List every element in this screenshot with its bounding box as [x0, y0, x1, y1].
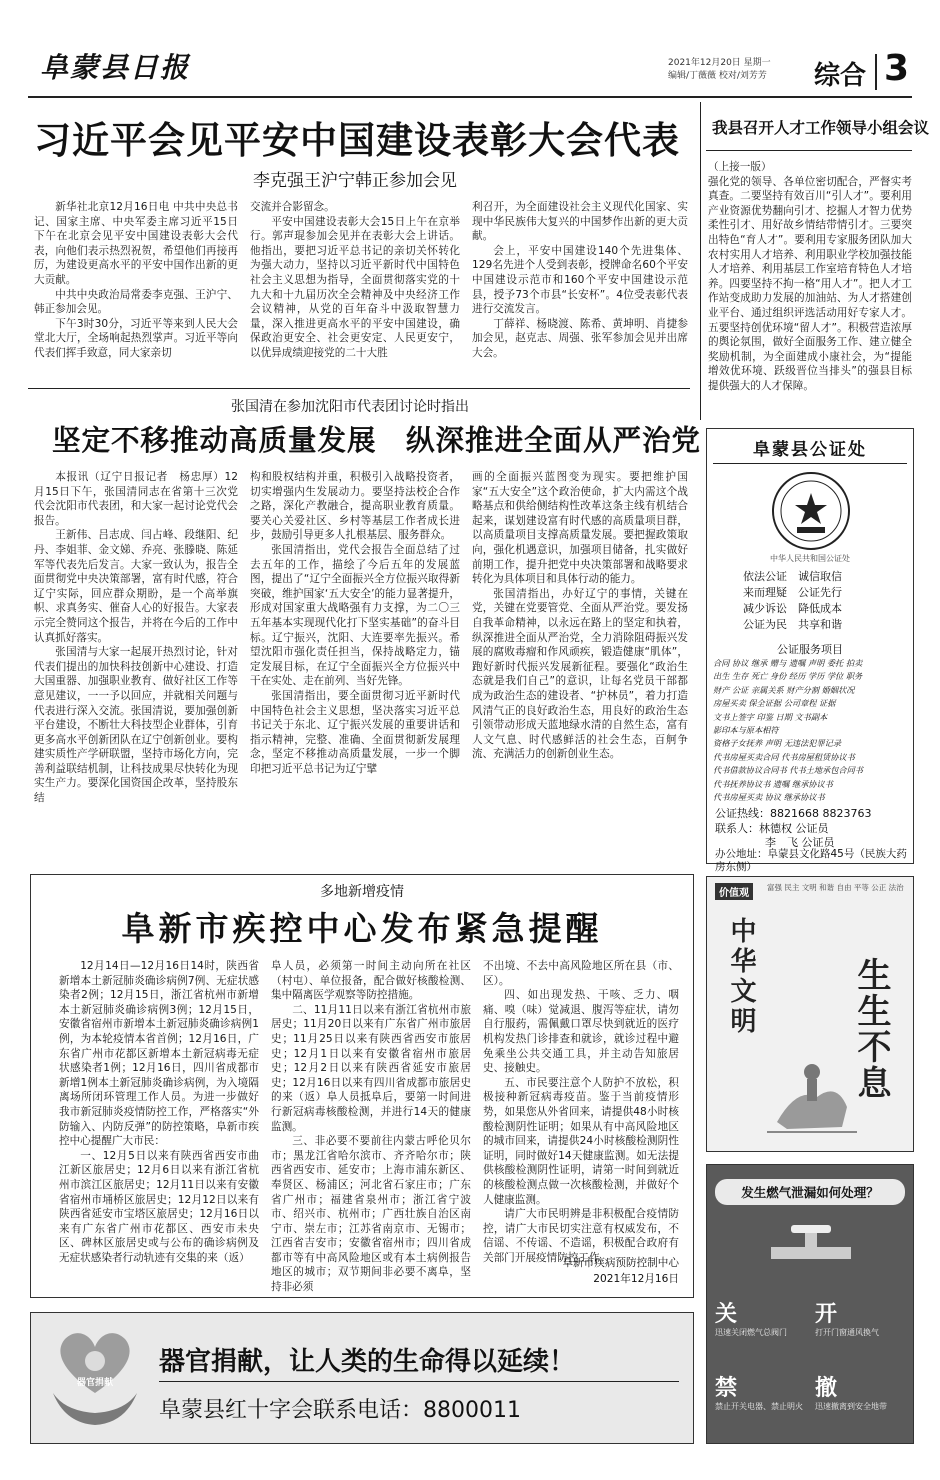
gas-step-char: 禁 [715, 1375, 738, 1401]
paragraph: （上接一版） [708, 161, 772, 173]
organ-phone: 阜蒙县红十字会联系电话：8800011 [159, 1398, 521, 1423]
masthead-editor: 编辑/丁薇薇 校对/刘芳芳 [668, 71, 767, 81]
story2-column-2 [250, 470, 460, 864]
service-line: 财产 公证 亲属关系 财产分割 婚姻状况 [713, 684, 855, 695]
paragraph: 一、12月5日以来有陕西省西安市曲江新区旅居史；12月6日以来有浙江省杭州市滨江区旅居史；12月11日以来有安徽省宿州市埇桥区旅居史；12月12日以来有陕西省延安市宝塔区旅居史；12月16日以来有广东省广州市花都区、西安市未央区、碑林区旅居史或与公布的确诊病例及无症状感染者行动轨迹有交集的来（返） [59, 1149, 259, 1264]
paragraph: 二、11月11日以来有浙江省杭州市旅居史；11月20日以来有广东省广州市旅居史；11月25日以来有陕西省西安市旅居史；12月1日以来有安徽省宿州市旅居史；12月2日以来有陕西省延安市旅居史；12月16日以来有四川省成都市旅居史的来（返）阜人员抵阜后，要第一时间进行新冠病毒核酸检测，并进行14天的健康监测。 [271, 1003, 471, 1133]
notary-motto [743, 569, 883, 633]
paragraph: 12月14日—12月16日14时，陕西省新增本土新冠肺炎确诊病例7例、无症状感染者2例；12月15日，浙江省杭州市新增本土新冠肺炎确诊病例3例；12月15日，安徽省宿州市新增本土新冠肺炎确诊病例1例，为本轮疫情本省首例；12月16日，广东省广州市花都区新增本土新冠病毒无症状感染者1例；12月16日，四川省成都市新增1例本土新冠肺炎确诊病例，为入境隔离场所闭环管理工作人员。为进一步做好我市新冠肺炎疫情防控工作，严格落实“外防输入、内防反弹”的防控策略，阜新市疾控中心提醒广大市民： [59, 960, 259, 1148]
organ-headline: 器官捐献，让人类的生命得以延续！ [159, 1347, 576, 1377]
paragraph: 构和股权结构并重，积极引入战略投资者，切实增强内生发展动力。要坚持法校企合作之路，深化产教融合，提高职业教育质量。要关心关爱社区、乡村等基层工作者成长进步，鼓励引导更多人扎根基层、服务群众。 [250, 471, 460, 542]
masthead-rule [28, 96, 912, 98]
paragraph: 王新伟、吕志成、闫占峰、段继阳、纪丹、李姐菲、金文娣、乔亮、张滕晓、陈延军等代表先后发言。大家一致认为，报告全面贯彻党中央决策部署，富有时代感，符合辽宁实际，回应群众期盼，是一个高举旗帜、求真务实、催奋人心的好报告。大家表示完全赞同这个报告，并将在今后的工作中认真抓好落实。 [34, 529, 238, 644]
paragraph: 画的全面振兴蓝图变为现实。要把维护国家“五大安全”这个政治使命，扩大内需这个战略基点和供给侧结构性改革这条主线有机结合起来，谋划建设富有时代感的高质量项目群，以高质量项目支撑高质量发展。要把握政策取向，强化机遇意识，加强项目储备，扎实做好前期工作，提升把党中央决策部署和战略要求转化为具体项目和具体行动的能力。 [472, 471, 688, 586]
service-line: 出生 生存 死亡 身份 经历 学历 学位 职务 [713, 671, 863, 682]
motto-line: 减少诉讼 降低成本 [743, 602, 842, 615]
paragraph: 中共中央政治局常委李克强、王沪宁、韩正参加会见。 [34, 288, 238, 316]
gas-step-desc: 迅速关闭燃气总阀门 [715, 1328, 787, 1337]
gas-leak-ad [706, 1164, 914, 1444]
paragraph: 新华社北京12月16日电 中共中央总书记、国家主席、中央军委主席习近平15日下午在北京会见平安中国建设表彰大会代表，向他们表示热烈祝贺，希望他们再接再厉，为建设更高水平的平安中国作出新的更大贡献。 [34, 201, 238, 286]
story2-top-rule [28, 388, 690, 389]
masthead-divider [875, 54, 877, 90]
story2-kicker: 张国清在参加沈阳市代表团讨论时指出 [231, 399, 469, 415]
paragraph: 三、非必要不要前往内蒙古呼伦贝尔市；黑龙江省哈尔滨市、齐齐哈尔市；陕西省西安市、延安市；上海市浦东新区、奉贤区、杨浦区；河北省石家庄市；广东省广州市；福建省泉州市；浙江省宁波市、绍兴市、杭州市；广西壮族自治区南宁市、崇左市；江苏省南京市、无锡市；江西省吉安市；安徽省宿州市；四川省成都市等有中高风险地区或有本土病例报告地区的城市；双节期间非必要不离阜，坚持非必须 [271, 1135, 471, 1294]
notary-box [706, 428, 914, 873]
values-ad-brand: 价值观 [715, 883, 753, 900]
notary-title-rule [713, 463, 907, 464]
paragraph: 平安中国建设表彰大会15日上午在京举行。郭声琨参加会见并在表彰大会上讲话。他指出，要把习近平总书记的亲切关怀转化为强大动力，坚持以习近平新时代中国特色社会主义思想为指导，全面贯彻落实党的十九大和十九届历次全会精神及中央经济工作会议精神，从党的百年奋斗中汲取智慧力量，深入推进更高水平的平安中国建设，确保政治更安全、社会更安定、人民更安宁，以优异成绩迎接党的二十大胜 [250, 215, 460, 359]
service-line: 代书借款协议合同书 代书土地承包合同书 [713, 765, 863, 776]
service-line: 代书房屋买卖 协议 继承协议书 [713, 792, 825, 803]
notary-contact: 联系人：林德权 公证员 [715, 822, 829, 835]
paragraph: 下午3时30分，习近平等来到人民大会堂北大厅，全场响起热烈掌声。习近平等向代表们挥手致意，同大家亲切 [34, 317, 238, 359]
story3-signature: 阜新市疾病预防控制中心 [562, 1257, 679, 1269]
organ-donation-ad [30, 1312, 694, 1444]
gas-step-close [715, 1297, 811, 1357]
motto-line: 公证为民 共享和谐 [743, 618, 842, 631]
sidebar-headline: 我县召开人才工作领导小组会议 [712, 118, 930, 137]
service-line: 代书抚养协议书 遗嘱 继承协议书 [713, 778, 833, 789]
service-line: 影印本与原本相符 [713, 725, 779, 736]
masthead-date: 2021年12月20日 星期一 [668, 58, 771, 68]
gas-step-char: 撤 [815, 1375, 838, 1401]
paragraph: 丁薛祥、杨晓渡、陈希、黄坤明、肖捷参加会见，赵克志、周强、张军参加会见并出席大会。 [472, 317, 688, 359]
story3-column-1 [59, 959, 259, 1293]
paragraph: 不出境、不去中高风险地区所在县（市、区）。 [483, 960, 679, 987]
right-column-rule [700, 102, 701, 420]
notary-phone: 公证热线：8821668 8823763 [715, 807, 872, 820]
paragraph: 利召开，为全面建设社会主义现代化国家、实现中华民族伟大复兴的中国梦作出新的更大贡献。 [472, 201, 688, 243]
values-ad-title-a: 中华文明 [726, 917, 756, 1037]
horse-rider-illustration [767, 1027, 857, 1137]
paragraph: 张国清与大家一起展开热烈讨论，针对代表们提出的加快科技创新中心建设、打造大国重器、加强职业教育、做好社区工作等意见建议，一一予以回应，并就相关问题与代表进行深入交流。张国清说，要加强创新平台建设，不断壮大科技型企业群体，引育更多高水平创新团队在辽宁创新创业。要构建实质性产学研联盟，坚持市场化方向，完善利益联结机制，让科技成果尽快转化为现实生产力。要深化国资国企改革，坚持股东结 [34, 646, 238, 805]
organ-logo-text: 器官捐献 [76, 1378, 113, 1388]
paragraph: 张国清指出，办好辽宁的事情，关键在党，关键在党要管党、全面从严治党。要发扬自我革命精神，以永远在路上的坚定和执着，纵深推进全面从严治党，全力消除阻碍振兴发展的腐败毒瘤和作风顽疾，锻造健康“肌体”，跑好新时代振兴发展新征程。要强化“政治生态就是我们自己”的意识，让每名党员干部都成为政治生态的建设者、“护林员”，着力打造风清气正的良好政治生态，用良好的政治生态引领带动形成天蓝地绿水清的自然生态，富有人文气息、时代感鲜活的社会生态，百舸争流、充满活力的创新创业生态。 [472, 587, 688, 761]
story1-column-3 [472, 200, 688, 372]
gas-step-char: 关 [715, 1301, 738, 1327]
notary-seal-icon [771, 471, 851, 551]
story1-headline: 习近平会见平安中国建设表彰大会代表 [34, 118, 680, 162]
gas-ad-headline: 发生燃气泄漏如何处理？ [715, 1179, 905, 1205]
page-number: 3 [884, 48, 910, 89]
story3-column-2 [271, 959, 471, 1293]
story1-column-2 [250, 200, 460, 372]
paragraph: 强化党的领导、各单位密切配合，严督实考真查。二要坚持有效百川“引人才”。要利用产业资源优势翻向引才、挖掘人才智力优势柔性引才、用好故乡情结带情引才。三要突出特色“育人才”。要利用专家服务团队加大农村实用人才培养、利用职业学校加强技能人才培养、利用基层工作室培育特色人才培养。四要坚持不拘一格“用人才”。把人才工作站变成助力发展的加油站、为人才搭建创业平台、通过组织评选活动用好专家人才。五要坚持创优环境“留人才”。积极营造浓厚的舆论氛围，做好全面服务工作、建立健全奖励机制，为全面建成小康社会，为“提能增效优环境、跃级晋位当排头”的强县目标提供强大的人才保障。 [708, 175, 912, 392]
gas-step-open [815, 1297, 911, 1357]
story3-headline: 阜新市疾控中心发布紧急提醒 [121, 909, 603, 948]
organ-divider [159, 1381, 679, 1382]
notary-seal-text: 中华人民共和国公证处 [770, 554, 850, 563]
sidebar-body [708, 160, 912, 424]
values-ad [706, 876, 914, 1152]
gas-step-char: 开 [815, 1301, 838, 1327]
paragraph: 五、市民要注意个人防护不放松，积极接种新冠病毒疫苗。鉴于当前疫情形势，如果您从外省回来，请提供48小时核酸检测阴性证明；如果从有中高风险地区的城市回来，请提供24小时核酸检测阴性证明，同时做好14天健康监测。如无法提供核酸检测阴性证明，请第一时间到就近的核酸检测点做一次核酸检测，并做好个人健康监测。 [483, 1076, 679, 1206]
notary-address: 办公地址：阜蒙县文化路45号（民族大药房东侧） [715, 848, 907, 873]
paragraph: 会上，平安中国建设140个先进集体、129名先进个人受到表彰，授牌命名60个平安中国建设示范市和160个平安中国建设示范县，授予73个市县“长安杯”。4位受表彰代表进行交流发言。 [472, 244, 688, 316]
gas-step-desc: 禁止开关电器、禁止明火 [715, 1402, 803, 1411]
story2-column-3 [472, 470, 688, 864]
paragraph: 交流并合影留念。 [250, 201, 335, 213]
story3-kicker: 多地新增疫情 [320, 884, 404, 900]
service-line: 资格子女抚养 声明 无违法犯罪记录 [713, 738, 842, 749]
masthead-logo: 阜蒙县日报 [40, 51, 191, 84]
gas-step-desc: 迅速撤离到安全地带 [815, 1402, 887, 1411]
service-line: 合同 协议 继承 赠与 遗嘱 声明 委托 拍卖 [713, 658, 863, 668]
gas-step-forbid [715, 1371, 811, 1437]
motto-line: 来而理疑 公证先行 [743, 586, 842, 599]
story1-column-1 [34, 200, 238, 372]
notary-services-title: 公证服务项目 [777, 643, 843, 656]
service-line: 房屋买卖 保全证据 公司章程 证据 [713, 698, 836, 709]
notary-services-list [713, 657, 909, 804]
gas-step-evacuate [815, 1371, 911, 1437]
paragraph: 张国清指出，党代会报告全面总结了过去五年的工作，描绘了今后五年的发展蓝图，提出了“辽宁全面振兴全方位振兴取得新突破，维护国家‘五大安全’的能力显著提升，形成对国家重大战略强有力支撑，为二〇三五年基本实现现代化打下坚实基础”的奋斗目标。辽宁振兴，沈阳、大连要率先振兴。希望沈阳市强化责任担当，保持战略定力，锚定发展目标，在辽宁全面振兴全方位振兴中干在实处、走在前列、当好先锋。 [250, 543, 460, 688]
section-name: 综合 [814, 61, 867, 91]
paragraph: 请广大市民明辨是非积极配合疫情防控，请广大市民切实注意有权威发布，不信谣、不传谣、不造谣，积极配合政府有关部门开展疫情防控工作。 [483, 1208, 679, 1264]
sidebar-headline-rule [706, 150, 912, 151]
notary-title: 阜蒙县公证处 [753, 440, 867, 460]
values-ad-title-b: 生生不息 [851, 957, 891, 1101]
story2-column-1 [34, 470, 238, 864]
story1-subhead: 李克强王沪宁韩正参加会见 [253, 171, 457, 191]
gas-step-desc: 打开门窗通风换气 [815, 1328, 879, 1337]
paragraph: 张国清指出，要全面贯彻习近平新时代中国特色社会主义思想，坚决落实习近平总书记关于东北、辽宁振兴发展的重要讲话和指示精神，完整、准确、全面贯彻新发展理念，坚定不移推动高质量发展，一步一个脚印把习近平总书记为辽宁擘 [250, 689, 460, 775]
notary-contact-2: 李 飞 公证员 [765, 836, 835, 849]
paragraph: 阜人员，必须第一时间主动向所在社区（村屯）、单位报备，配合做好核酸检测、集中隔离医学观察等防控措施。 [271, 960, 471, 1002]
paragraph: 本报讯（辽宁日报记者 杨忠厚）12月15日下午，张国清同志在省第十三次党代会沈阳市代表团，和大家一起讨论党代会报告。 [34, 471, 238, 527]
service-line: 文书上签字 印鉴 日期 文书副本 [713, 711, 828, 722]
values-ad-top-text: 富强 民主 文明 和谐 自由 平等 公正 法治 [767, 883, 904, 892]
story3-box [30, 874, 694, 1298]
service-line: 代书房屋买卖合同 代书房屋租赁协议书 [713, 751, 855, 762]
gas-valve-icon [771, 1217, 851, 1277]
motto-line: 依法公证 诚信取信 [743, 570, 842, 583]
story3-sign-date: 2021年12月16日 [593, 1273, 679, 1285]
paragraph: 四、如出现发热、干咳、乏力、咽痛、嗅（味）觉减退、腹泻等症状，请勿自行服药，需佩戴口罩尽快到就近的医疗机构发热门诊排查和就诊，就诊过程中避免乘坐公共交通工具，并主动告知旅居史、接触史。 [483, 989, 679, 1075]
story2-headline: 坚定不移推动高质量发展 纵深推进全面从严治党 [52, 423, 702, 457]
